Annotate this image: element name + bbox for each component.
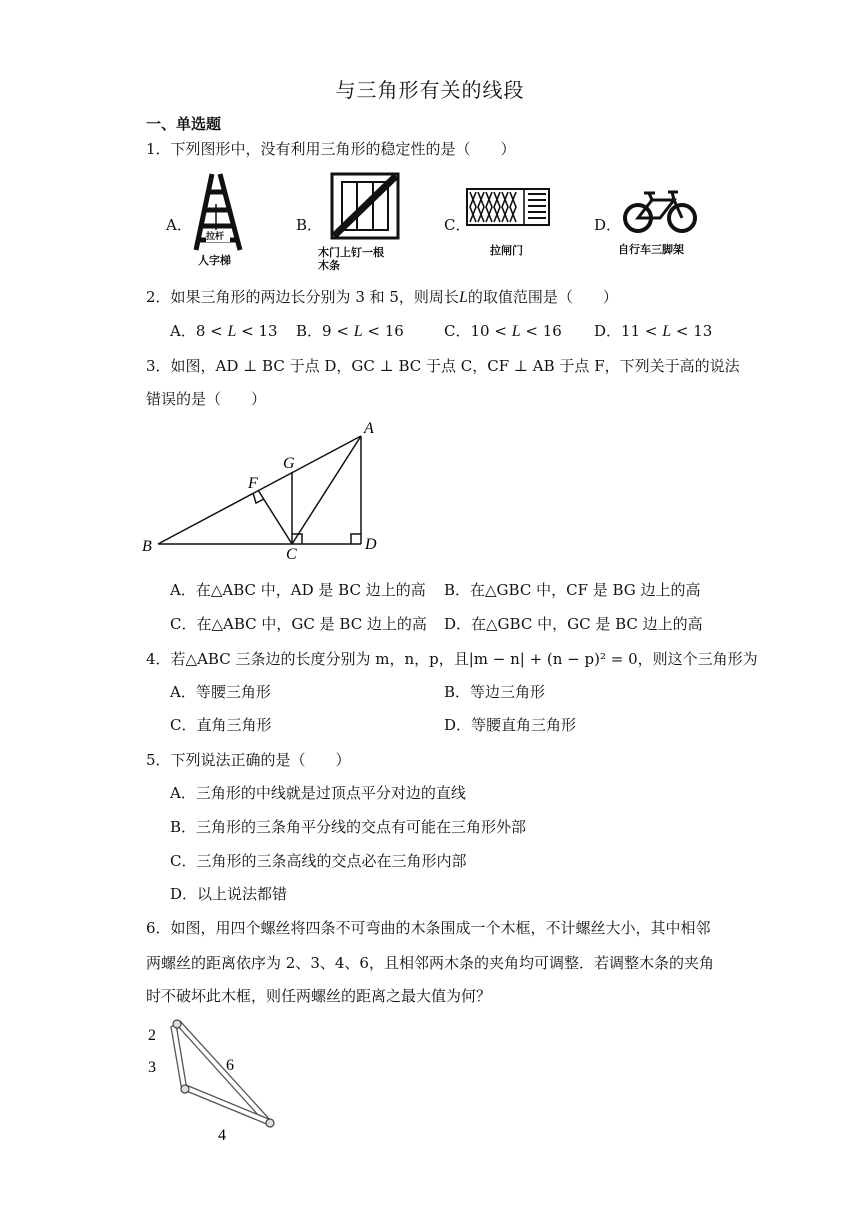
q5-option-c: C．三角形的三条高线的交点必在三角形内部 bbox=[170, 852, 467, 870]
q4-option-d: D．等腰直角三角形 bbox=[444, 716, 577, 734]
ladder-caption: 人字梯 bbox=[198, 254, 231, 267]
label-a: A bbox=[364, 420, 374, 437]
question-4-text: 4．若△ABC 三条边的长度分别为 m，n，p，且|m − n| + (n − p)² = 0，则这个三角形为 bbox=[146, 650, 758, 668]
label-d: D bbox=[365, 536, 377, 553]
q1-option-b-label: B． bbox=[296, 216, 323, 234]
question-3-line-2: 错误的是（ ） bbox=[146, 390, 267, 408]
door-icon bbox=[330, 172, 402, 242]
question-6-line-3: 时不破坏此木框，则任两螺丝的距离之最大值为何？ bbox=[146, 987, 492, 1005]
q1-option-c-label: C． bbox=[444, 216, 471, 234]
question-5-text: 5．下列说法正确的是（ ） bbox=[146, 751, 351, 769]
ladder-image bbox=[186, 170, 250, 270]
label-b: B bbox=[142, 538, 152, 555]
question-2-text: 2．如果三角形的两边长分别为 3 和 5，则周长L的取值范围是（ ） bbox=[146, 288, 618, 306]
q1-option-d-label: D． bbox=[594, 216, 622, 234]
door-caption-line2: 木条 bbox=[318, 259, 340, 272]
label-g: G bbox=[283, 455, 295, 472]
bicycle-caption: 自行车三脚架 bbox=[618, 243, 684, 256]
door-image bbox=[318, 172, 418, 272]
q5-option-a: A．三角形的中线就是过顶点平分对边的直线 bbox=[170, 784, 466, 802]
label-f: F bbox=[248, 475, 258, 492]
q3-option-d: D．在△GBC 中，GC 是 BC 边上的高 bbox=[444, 615, 703, 633]
q5-option-b: B．三角形的三条角平分线的交点有可能在三角形外部 bbox=[170, 818, 527, 836]
q4-option-b: B．等边三角形 bbox=[444, 683, 546, 701]
side-label-3: 3 bbox=[148, 1059, 156, 1076]
question-6-line-2: 两螺丝的距离依序为 2、3、4、6，且相邻两木条的夹角均可调整．若调整木条的夹角 bbox=[146, 954, 714, 972]
side-label-4: 4 bbox=[218, 1127, 226, 1144]
question-6-line-1: 6．如图，用四个螺丝将四条不可弯曲的木条围成一个木框，不计螺丝大小，其中相邻 bbox=[146, 919, 711, 937]
ladder-inner-label: 拉杆 bbox=[206, 232, 225, 242]
q3-option-c: C．在△ABC 中，GC 是 BC 边上的高 bbox=[170, 615, 427, 633]
wooden-frame-figure bbox=[140, 1016, 290, 1146]
folding-gate-image bbox=[466, 188, 556, 258]
bicycle-icon bbox=[622, 188, 698, 234]
q4-option-a: A．等腰三角形 bbox=[170, 683, 271, 701]
q3-option-a: A．在△ABC 中，AD 是 BC 边上的高 bbox=[170, 581, 426, 599]
door-caption-line1: 木门上钉一根 bbox=[318, 246, 384, 259]
bicycle-image bbox=[616, 188, 706, 258]
label-c: C bbox=[286, 546, 297, 561]
section-heading: 一、单选题 bbox=[146, 115, 222, 133]
page-title: 与三角形有关的线段 bbox=[335, 78, 525, 102]
q2-option-d: D．11 < L < 13 bbox=[594, 322, 713, 340]
q5-option-d: D．以上说法都错 bbox=[170, 885, 288, 903]
q4-option-c: C．直角三角形 bbox=[170, 716, 272, 734]
folding-gate-icon bbox=[466, 188, 550, 226]
q3-option-b: B．在△GBC 中，CF 是 BG 边上的高 bbox=[444, 581, 701, 599]
folding-gate-caption: 拉闸门 bbox=[490, 244, 523, 257]
question-3-line-1: 3．如图，AD ⊥ BC 于点 D，GC ⊥ BC 于点 C，CF ⊥ AB 于点 F，下列关于高的说法 bbox=[146, 357, 740, 375]
q2-option-b: B．9 < L < 16 bbox=[296, 322, 404, 340]
side-label-6: 6 bbox=[226, 1057, 234, 1074]
q1-option-a-label: A． bbox=[166, 216, 192, 234]
side-label-2: 2 bbox=[148, 1027, 156, 1044]
triangle-figure bbox=[136, 416, 396, 561]
q2-option-c: C．10 < L < 16 bbox=[444, 322, 562, 340]
q2-option-a: A．8 < L < 13 bbox=[170, 322, 278, 340]
question-1-text: 1．下列图形中，没有利用三角形的稳定性的是（ ） bbox=[146, 140, 516, 158]
